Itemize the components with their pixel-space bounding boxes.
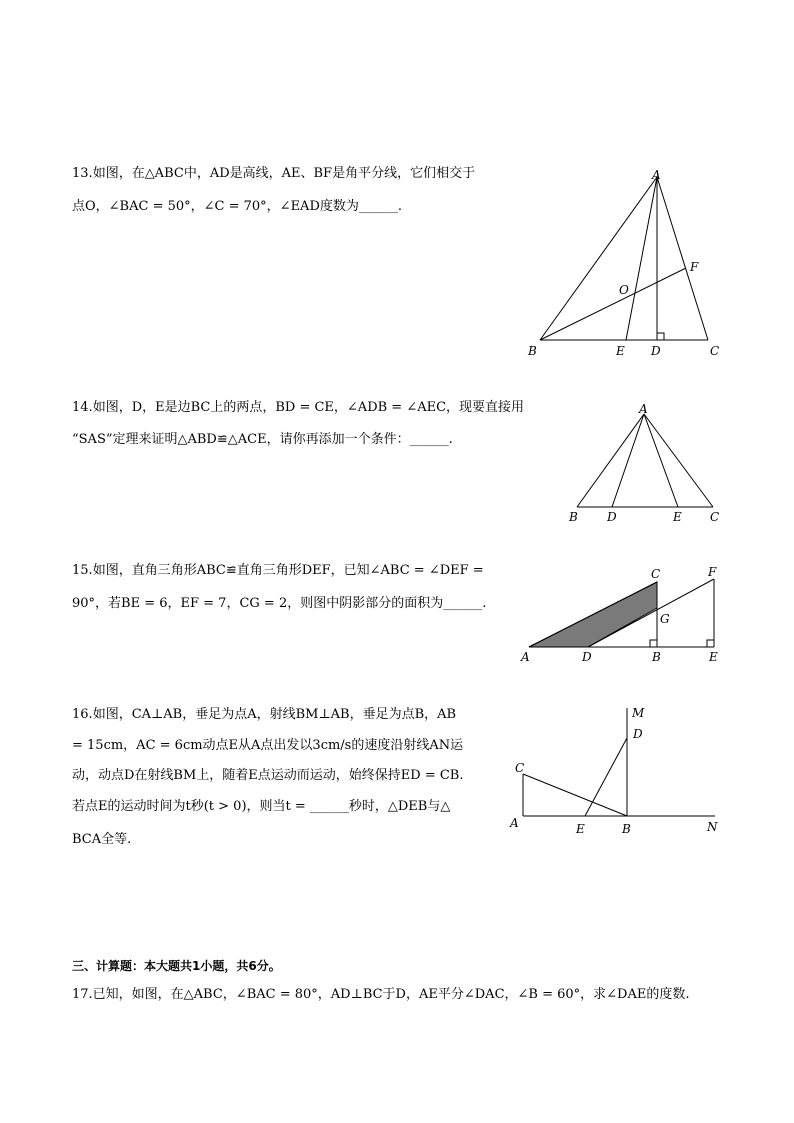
problem-16-line-3: 动，动点D在射线BM上，随着E点运动而运动，始终保持ED = CB. (72, 768, 464, 783)
bisector-bf (540, 268, 686, 340)
section-header: 三、计算题：本大题共1小题，共6分。 (72, 959, 281, 973)
label-a: A (652, 168, 661, 182)
segment-ab (540, 177, 657, 340)
problem-15-number: 15. (72, 563, 93, 578)
segment-ad (612, 414, 644, 507)
problem-16-text-1: 如图，CA⊥AB，垂足为点A，射线BM⊥AB，垂足为点B，AB (92, 707, 457, 722)
bisector-ae (626, 177, 657, 340)
problem-13-number: 13. (72, 166, 93, 181)
problem-16-line-5: BCA全等. (72, 832, 132, 847)
right-angle-mark-e (707, 640, 714, 647)
segment-ae (644, 414, 678, 507)
problem-14-line-2: “SAS”定理来证明△ABD≌△ACE，请你再添加一个条件：______. (72, 432, 453, 447)
problem-15-figure (515, 562, 730, 672)
label-b: B (652, 650, 661, 664)
label-b: B (622, 822, 631, 836)
problem-13-figure (520, 165, 730, 365)
label-a: A (521, 650, 530, 664)
right-angle-mark (657, 333, 664, 340)
problem-14-text-1: 如图，D，E是边BC上的两点，BD = CE，∠ADB = ∠AEC，现要直接用 (92, 400, 525, 415)
label-a: A (639, 402, 648, 416)
segment-ab (577, 414, 644, 507)
segment-ed (585, 738, 627, 816)
label-e: E (616, 344, 625, 358)
problem-16-figure (505, 700, 730, 845)
problem-14-line-1 (72, 400, 524, 416)
label-d: D (582, 650, 592, 664)
label-a: A (510, 816, 519, 830)
problem-14-figure (560, 400, 730, 530)
problem-16-line-1 (72, 707, 456, 723)
label-c: C (515, 761, 525, 775)
label-e: E (673, 510, 682, 524)
label-f: F (708, 565, 717, 579)
label-n: N (707, 820, 718, 834)
segment-ac (644, 414, 713, 507)
label-o: O (619, 283, 629, 297)
label-d: D (651, 344, 661, 358)
problem-16-line-2: = 15cm，AC = 6cm动点E从A点出发以3cm/s的速度沿射线AN运 (72, 738, 464, 753)
problem-13-line-2: 点O，∠BAC = 50°，∠C = 70°，∠EAD度数为______. (72, 199, 403, 214)
problem-16-number: 16. (72, 707, 93, 722)
label-d: D (607, 510, 617, 524)
label-g: G (660, 612, 670, 626)
segment-cb (523, 774, 627, 816)
problem-17-text: 17.已知，如图，在△ABC，∠BAC = 80°，AD⊥BC于D，AE平分∠DAC，∠B = 60°，求∠DAE的度数. (72, 987, 690, 1002)
problem-15-line-1 (72, 563, 484, 579)
label-b: B (569, 510, 578, 524)
right-angle-mark-b (650, 640, 657, 647)
label-c: C (710, 510, 720, 524)
label-e: E (709, 650, 718, 664)
label-d: D (633, 727, 643, 741)
problem-15-text-1: 如图，直角三角形ABC≌直角三角形DEF，已知∠ABC = ∠DEF = (92, 563, 484, 578)
problem-13-text-1: 如图，在△ABC中，AD是高线，AE、BF是角平分线，它们相交于 (92, 166, 476, 181)
label-c: C (651, 567, 661, 581)
label-b: B (528, 344, 537, 358)
label-e: E (576, 822, 585, 836)
problem-16-line-4: 若点E的运动时间为t秒(t > 0)，则当t = ______秒时，△DEB与△ (72, 799, 451, 814)
problem-14-number: 14. (72, 400, 93, 415)
problem-13-line-1 (72, 166, 475, 182)
label-c: C (710, 344, 720, 358)
segment-ac (657, 177, 708, 340)
problem-15-line-2: 90°，若BE = 6，EF = 7，CG = 2，则图中阴影部分的面积为______. (72, 596, 487, 611)
label-m: M (632, 706, 645, 720)
label-f: F (690, 260, 699, 274)
